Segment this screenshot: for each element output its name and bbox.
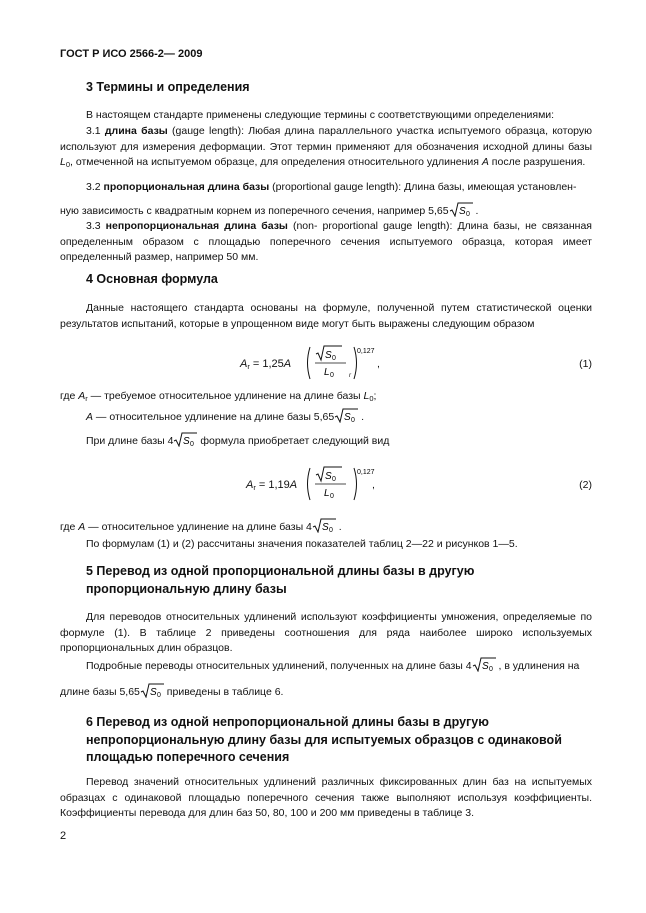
section-6-title: 6 Перевод из одной непропорциональной длины базы в другую непропорциональную длину базы для испытуемых образцов с одинаковой площадью поперечного сечения xyxy=(86,715,562,764)
where-a: A — относительное удлинение на длине базы 5,65 S 0 . xyxy=(86,408,364,426)
section-4-title: 4 Основная формула xyxy=(86,272,218,286)
section-3-title: 3 Термины и определения xyxy=(86,80,250,94)
sqrt-s0-symbol xyxy=(173,432,197,447)
svg-text:S: S xyxy=(458,206,466,217)
term-3-1: 3.1 длина базы (gauge length): Любая длина параллельного участка испытуемого образца, которую используют для измерения деформации. Этот термин применяют для обозначения исходной длины базы $L_0$, отмеченной на испытуемом образце, для определения относительного удлинения A после разрушения. xyxy=(60,125,593,169)
section-5-para-2-line2: длине базы 5,65 S 0 приведены в таблице 6. xyxy=(60,683,283,701)
tables-reference: По формулам (1) и (2) рассчитаны значения показателей таблиц 2—22 и рисунков 1—5. xyxy=(86,538,518,550)
equation-2-number: (2) xyxy=(579,479,592,491)
section-3-intro: В настоящем стандарте применены следующие термины с соответствующими определениями: xyxy=(86,109,555,121)
sqrt-s0-symbol xyxy=(334,408,358,423)
svg-text:0: 0 xyxy=(332,355,336,362)
equation-1-number: (1) xyxy=(579,358,592,370)
svg-text:L: L xyxy=(324,367,330,378)
svg-text:S: S xyxy=(183,436,191,447)
section-6-para-1: Перевод значений относительных удлинений различных фиксированных длин баз на испытуемых образцах с одинаковой площадью поперечного сечения также выполняют используя коэффициенты. Коэффициенты перевода для длин баз 50, 80, 100 и 200 мм приведены в таблице 3. xyxy=(60,776,592,819)
page-number: 2 xyxy=(60,830,67,842)
formula-1-fraction xyxy=(304,343,394,383)
svg-text:S: S xyxy=(149,687,157,698)
svg-text:0: 0 xyxy=(332,476,336,483)
alt-base-text: При длине базы 4 S 0 формула приобретает следующий вид xyxy=(86,432,389,450)
svg-text:L: L xyxy=(324,488,330,499)
svg-text:S: S xyxy=(481,661,489,672)
where-ar: где $A_r$ — требуемое относительное удлинение на длине базы $L_0$; xyxy=(60,390,377,403)
svg-text:0: 0 xyxy=(156,692,161,698)
svg-text:0: 0 xyxy=(488,666,493,672)
formula-2: $A_r = 1,19A$ S 0 L 0 0,127 , xyxy=(246,464,396,504)
section-5-para-2-line1: Подробные переводы относительных удлинений, полученных на длине базы 4 S 0 , в удлинения на xyxy=(86,657,579,675)
sqrt-s0-symbol xyxy=(449,202,473,217)
sqrt-s0-symbol xyxy=(472,657,496,672)
svg-text:0: 0 xyxy=(465,211,470,217)
term-3-2: 3.2 пропорциональная длина базы (proportional gauge length): Длина базы, имеющая установлен- xyxy=(86,181,577,193)
svg-text:S: S xyxy=(344,412,351,423)
formula-1: $A_r = 1,25A$ S 0 L 0 r 0,127 , xyxy=(240,343,390,383)
svg-text:0: 0 xyxy=(330,372,334,379)
sqrt-s0-symbol xyxy=(140,683,164,698)
svg-text:0: 0 xyxy=(328,527,333,533)
document-header: ГОСТ Р ИСО 2566-2— 2009 xyxy=(60,48,203,60)
svg-text:0: 0 xyxy=(330,493,334,500)
sqrt-s0-symbol xyxy=(312,518,336,533)
svg-text:0,127: 0,127 xyxy=(357,348,375,355)
svg-text:r: r xyxy=(349,373,351,379)
where-a-2: где A — относительное удлинение на длине базы 4 S 0 . xyxy=(60,518,342,536)
section-5-para-1: Для переводов относительных удлинений используют коэффициенты умножения, определяемые по формуле (1). В таблице 2 приведены соотношения для ряда наиболее широко используемых пропорциональных длин образцов. xyxy=(60,611,592,654)
term-3-3: 3.3 непропорциональная длина базы (non- proportional gauge length): Длина базы, не связанная определенным образом с площадью поперечного сечения испытуемого образца, которая имеет определенный размер, например 50 мм. xyxy=(60,220,592,263)
svg-text:S: S xyxy=(325,471,332,482)
svg-text:0: 0 xyxy=(190,441,195,447)
formula-2-fraction xyxy=(304,464,394,504)
svg-text:S: S xyxy=(325,350,332,361)
svg-text:S: S xyxy=(321,522,329,533)
svg-text:0,127: 0,127 xyxy=(357,469,375,476)
svg-text:0: 0 xyxy=(351,417,356,423)
section-4-intro: Данные настоящего стандарта основаны на формуле, полученной путем статистической оценки результатов испытаний, которые в упрощенном виде могут быть выражены следующим образом xyxy=(60,302,592,330)
term-3-2-line2: ную зависимость с квадратным корнем из поперечного сечения, например 5,65 S 0 . xyxy=(60,202,478,220)
section-5-title: 5 Перевод из одной пропорциональной длины базы в другую пропорциональную длину базы xyxy=(86,564,475,596)
